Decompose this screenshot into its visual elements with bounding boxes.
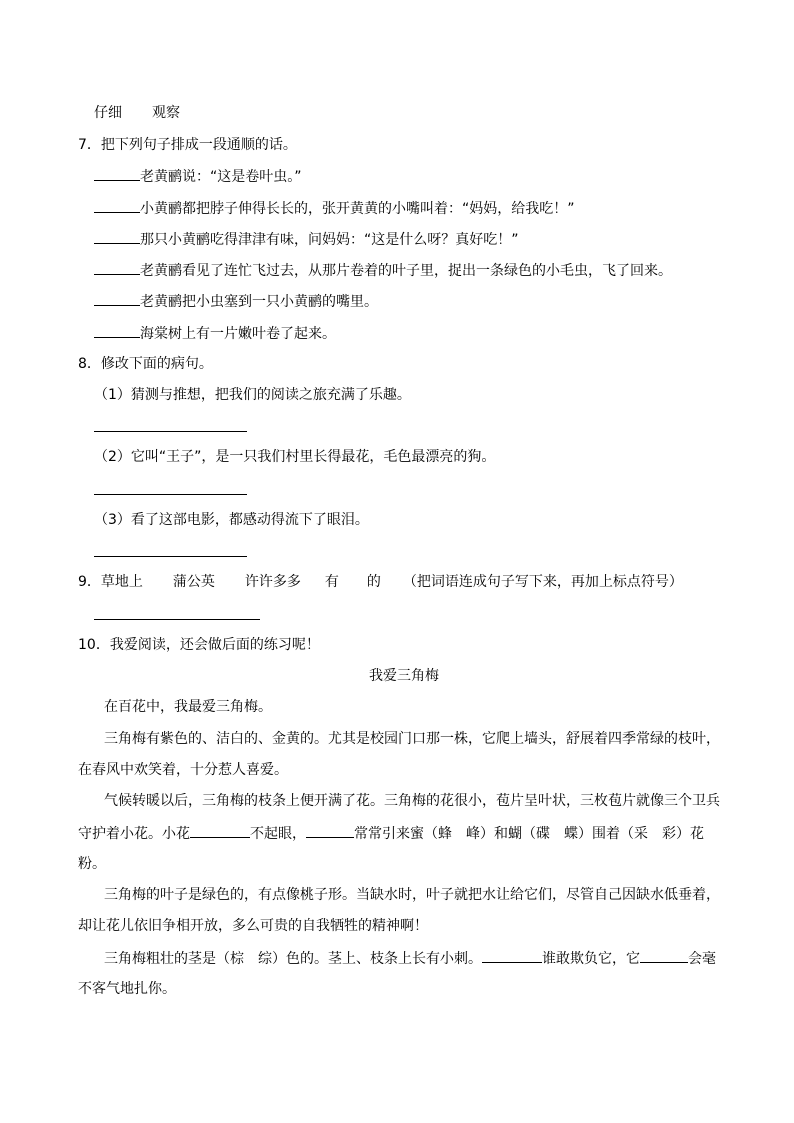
q8-title: 8．修改下面的病句。 (78, 356, 213, 372)
q9-word-5: 的 (366, 574, 381, 590)
answer-blank[interactable] (94, 198, 140, 213)
passage-p1: 在百花中，我最爱三角梅。 (104, 699, 272, 715)
answer-blank[interactable] (482, 948, 542, 963)
sentence-text: 老黄鹂说：“这是卷叶虫。” (140, 169, 302, 185)
text: 常常引来蜜（蜂 峰）和蝴（碟 蝶）围着（采 彩）花 (354, 826, 704, 842)
q7-sentence-3 (94, 229, 519, 250)
carry-over-words (94, 103, 180, 123)
text: 不起眼， (250, 826, 306, 842)
answer-blank[interactable] (190, 823, 250, 838)
answer-line[interactable] (94, 619, 260, 620)
sentence-text: 海棠树上有一片嫩叶卷了起来。 (140, 326, 336, 342)
passage-p2-line1: 三角梅有紫色的、洁白的、金黄的。尤其是校园门口那一株，它爬上墙头，舒展着四季常绿的枝叶， (104, 731, 720, 747)
passage-p5-line1 (104, 948, 716, 969)
q7-sentence-1 (94, 166, 302, 187)
word-2: 观察 (152, 105, 180, 121)
text: 会毫 (688, 951, 716, 967)
q8-item-3: （3）看了这部电影，都感动得流下了眼泪。 (94, 512, 369, 528)
q8-item-2: （2）它叫“王子”，是一只我们村里长得最花，毛色最漂亮的狗。 (94, 449, 496, 465)
answer-blank[interactable] (94, 291, 140, 306)
passage-title: 我爱三角梅 (369, 668, 439, 684)
text: 三角梅粗壮的茎是（棕 综）色的。茎上、枝条上长有小刺。 (104, 951, 482, 967)
q10-title: 10．我爱阅读，还会做后面的练习呢！ (78, 637, 320, 653)
q7-sentence-5 (94, 291, 378, 312)
sentence-text: 老黄鹂把小虫塞到一只小黄鹂的嘴里。 (140, 294, 378, 310)
q8-item-1: （1）猜测与推想，把我们的阅读之旅充满了乐趣。 (94, 387, 411, 403)
passage-p2-line2: 在春风中欢笑着，十分惹人喜爱。 (78, 762, 288, 778)
q9-hint: （把词语连成句子写下来，再加上标点符号） (402, 574, 683, 590)
passage-p5-line2: 不客气地扎你。 (78, 981, 176, 997)
q7-title: 7．把下列句子排成一段通顺的话。 (78, 137, 297, 153)
answer-blank[interactable] (94, 166, 140, 181)
q9-word-3: 许许多多 (244, 574, 301, 590)
q9-word-1: 9．草地上 (78, 574, 143, 590)
passage-p4-line2: 却让花儿依旧争相开放，多么可贵的自我牺牲的精神啊！ (78, 918, 428, 934)
text: 谁敢欺负它，它 (542, 951, 640, 967)
answer-blank[interactable] (94, 323, 140, 338)
passage-p3-line2 (78, 823, 704, 844)
passage-p3-line3: 粉。 (78, 856, 106, 872)
q7-sentence-2 (94, 198, 575, 219)
answer-blank[interactable] (640, 948, 688, 963)
answer-line[interactable] (94, 494, 247, 495)
q9-prompt (78, 572, 683, 592)
text: 守护着小花。小花 (78, 826, 190, 842)
q7-sentence-6 (94, 323, 336, 344)
answer-blank[interactable] (94, 229, 140, 244)
passage-p4-line1: 三角梅的叶子是绿色的，有点像桃子形。当缺水时，叶子就把水让给它们，尽管自己因缺水低垂着， (104, 887, 720, 903)
answer-line[interactable] (94, 556, 247, 557)
word-1: 仔细 (94, 105, 122, 121)
sentence-text: 那只小黄鹂吃得津津有味，问妈妈：“这是什么呀？真好吃！” (140, 232, 519, 248)
q9-word-4: 有 (324, 574, 339, 590)
q9-word-2: 蒲公英 (172, 574, 215, 590)
sentence-text: 老黄鹂看见了连忙飞过去，从那片卷着的叶子里，捉出一条绿色的小毛虫，飞了回来。 (140, 263, 672, 279)
answer-blank[interactable] (306, 823, 354, 838)
passage-p3-line1: 气候转暖以后，三角梅的枝条上便开满了花。三角梅的花很小，苞片呈叶状，三枚苞片就像三个卫兵 (104, 793, 720, 809)
answer-line[interactable] (94, 431, 247, 432)
answer-blank[interactable] (94, 260, 140, 275)
q7-sentence-4 (94, 260, 672, 281)
sentence-text: 小黄鹂都把脖子伸得长长的，张开黄黄的小嘴叫着：“妈妈，给我吃！” (140, 201, 575, 217)
